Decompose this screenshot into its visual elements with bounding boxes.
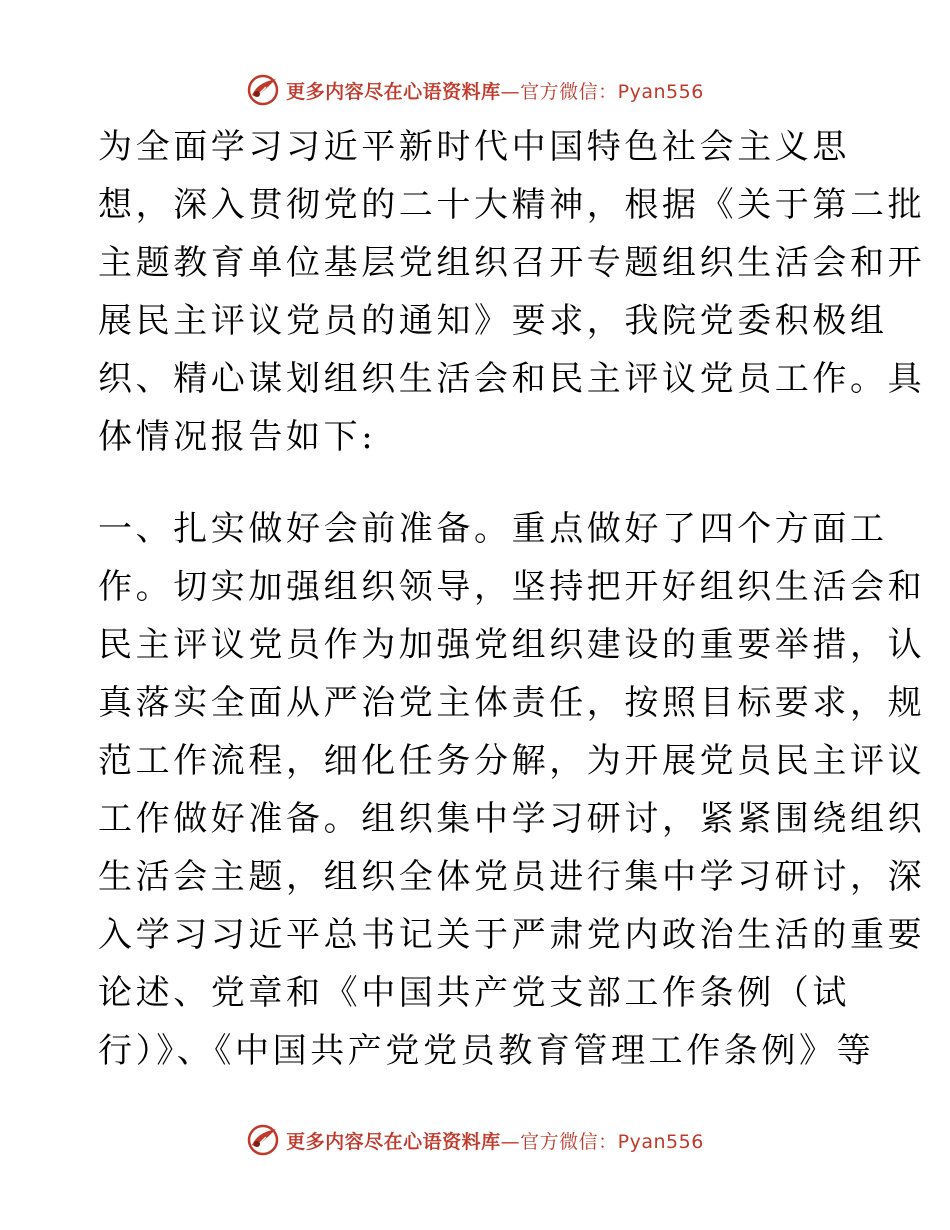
text-line: 为全面学习习近平新时代中国特色社会主义思 [98,127,850,167]
watermark-title: 更多内容尽在心语资料库 [286,1130,501,1153]
watermark-text [286,1127,704,1154]
document-body [98,118,926,1080]
text-line: 入学习习近平总书记关于严肃党内政治生活的重要 [98,915,926,955]
watermark-title: 更多内容尽在心语资料库 [286,80,501,103]
paragraph-intro [98,118,926,466]
text-line: 体情况报告如下: [98,417,377,457]
footer-watermark [0,1120,950,1160]
text-line: 织、精心谋划组织生活会和民主评议党员工作。具 [98,359,926,399]
text-line: 工作做好准备。组织集中学习研讨，紧紧围绕组织 [98,799,926,839]
paragraph-gap [98,466,858,500]
quill-logo-icon [246,73,280,107]
text-line: 行）》、《中国共产党党员教育管理工作条例》等 [98,1031,875,1071]
text-line: 主题教育单位基层党组织召开专题组织生活会和开 [98,243,926,283]
text-line: 想，深入贯彻党的二十大精神，根据《关于第二批 [98,185,926,225]
watermark-text [286,77,704,104]
text-line: 论述、党章和《中国共产党支部工作条例（试 [98,973,850,1013]
text-line: 作。切实加强组织领导，坚持把开好组织生活会和 [98,567,926,607]
paragraph-section-one [98,500,926,1080]
text-line: 展民主评议党员的通知》要求，我院党委积极组 [98,301,888,341]
text-line: 生活会主题，组织全体党员进行集中学习研讨，深 [98,857,926,897]
text-line: 一、扎实做好会前准备。重点做好了四个方面工 [98,509,888,549]
text-line: 范工作流程，细化任务分解，为开展党员民主评议 [98,741,926,781]
watermark-separator: — [500,1130,521,1153]
header-watermark [0,70,950,110]
quill-logo-icon [246,1123,280,1157]
watermark-separator: — [500,80,521,103]
watermark-handle: 官方微信：Pyan556 [520,1130,704,1153]
text-line: 真落实全面从严治党主体责任，按照目标要求，规 [98,683,926,723]
text-line: 民主评议党员作为加强党组织建设的重要举措，认 [98,625,926,665]
watermark-handle: 官方微信：Pyan556 [520,80,704,103]
